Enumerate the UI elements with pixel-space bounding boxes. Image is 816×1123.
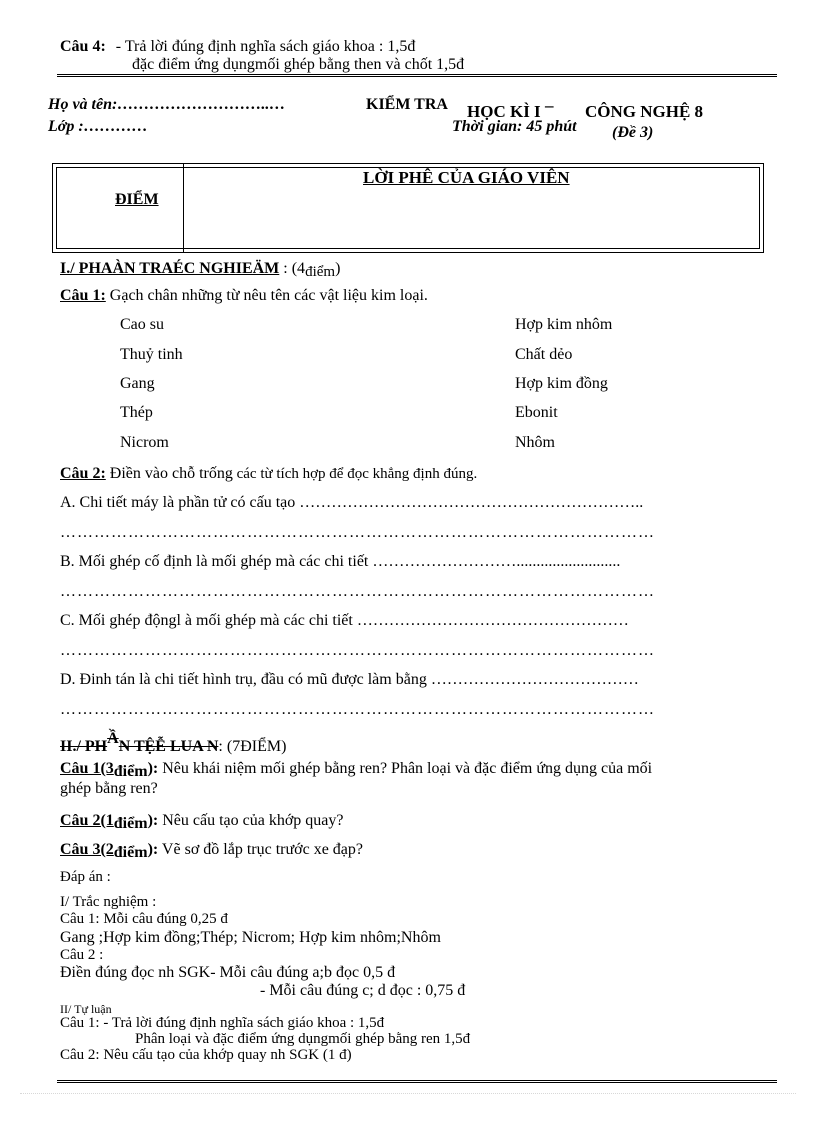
part1-points-sub: điểm <box>305 264 336 280</box>
top-answer-line-1 <box>60 38 415 56</box>
q2-item-d <box>60 671 639 689</box>
subject-title: CÔNG NGHỆ 8 <box>585 102 704 121</box>
answers-q1-title: Câu 1: Mỗi câu đúng 0,25 đ <box>60 911 228 927</box>
part2-q3-label <box>60 841 148 861</box>
q2-item-d-text: D. Đinh tán là chi tiết hình trụ, đầu có mũ được làm bằng <box>60 671 427 688</box>
q1-left-item-5: Nicrom <box>120 434 169 451</box>
top-answer-label: Câu 4: <box>60 38 106 55</box>
q2-fill-line-d: …………………………………………………………………………………………… <box>60 701 655 718</box>
part2-q1-line <box>60 760 652 778</box>
q2-fill-line-b: …………………………………………………………………………………………… <box>60 583 655 600</box>
q2-item-d-dots: ………………………………… <box>430 671 639 688</box>
part2-q2-label-sub: điểm <box>113 815 148 832</box>
part2-heading-line <box>60 730 287 756</box>
part2-heading-b: N TỆỄ LUA N <box>118 738 219 755</box>
q1-left-item-4: Thép <box>120 404 153 421</box>
answers-part2-title: II/ Tự luận <box>60 1002 112 1016</box>
q1-right-item-4: Ebonit <box>515 404 558 421</box>
q2-item-b-text: B. Mối ghép cố định là mối ghép mà các chi tiết <box>60 553 369 570</box>
q1-left-item-1: Cao su <box>120 316 164 333</box>
teacher-comment-label: LỜI PHÊ CỦA GIÁO VIÊN <box>363 168 570 187</box>
exam-dash: – <box>544 96 554 115</box>
top-answer-text-2: đặc điểm ứng dụngmối ghép bằng then và chốt 1,5đ <box>132 56 465 73</box>
q1-right-item-1: Hợp kim nhôm <box>515 316 613 333</box>
part2-points: : (7ĐIỂM) <box>218 738 287 755</box>
q1-left-item-2: Thuỷ tinh <box>120 346 183 363</box>
q2-item-b <box>60 553 620 571</box>
part2-q3-text: Vẽ sơ đồ lắp trục trước xe đạp? <box>158 841 364 858</box>
name-label: Họ và tên: <box>48 96 118 113</box>
q1-right-item-3: Hợp kim đồng <box>515 375 608 392</box>
q1-text: Gạch chân những từ nêu tên các vật liệu kim loại. <box>105 287 428 304</box>
answers-essay-q2-line: Câu 2: Nêu cấu tạo của khớp quay nh SGK (1 đ) <box>60 1047 352 1063</box>
q1-right-item-2: Chất dẻo <box>515 346 573 363</box>
exam-code: (Đề 3) <box>612 124 654 141</box>
class-field <box>48 118 148 136</box>
answers-q2-title: Câu 2 : <box>60 947 104 963</box>
score-label: ĐIỂM <box>115 191 159 208</box>
part2-q2-label <box>60 812 148 832</box>
q1-label: Câu 1: <box>60 287 106 304</box>
q1-right-item-5: Nhôm <box>515 434 555 451</box>
part2-q2-label-text: Câu 2(1 <box>60 812 114 829</box>
answers-title: Đáp án : <box>60 869 111 885</box>
part1-points-suffix: ) <box>335 260 341 277</box>
q2-fill-line-c: …………………………………………………………………………………………… <box>60 642 655 659</box>
part2-q3-label-sub: điểm <box>113 844 148 861</box>
part2-q2-close: ): <box>147 812 159 829</box>
part2-heading-super: Ầ <box>107 730 119 747</box>
part2-q2-line <box>60 812 344 830</box>
q2-item-c-dots: …………………………………………… <box>356 612 629 629</box>
part2-q2-text: Nêu cấu tạo của khớp quay? <box>158 812 344 829</box>
class-dots: ………… <box>83 118 148 135</box>
part2-q1-label-sub: điểm <box>113 763 148 780</box>
answers-q2-line-1: Điền đúng đọc nh SGK- Mỗi câu đúng a;b đọc 0,5 đ <box>60 964 396 981</box>
answers-q2-line-2: - Mỗi câu đúng c; d đọc : 0,75 đ <box>260 982 466 999</box>
part1-heading: I./ PHAÀN TRAÉC NGHIEÄM <box>60 260 280 277</box>
score-box-divider <box>183 164 184 252</box>
part2-q3-label-text: Câu 3(2 <box>60 841 114 858</box>
top-double-rule <box>57 74 777 77</box>
q2-text-a: Điền vào chỗ trống <box>105 465 233 482</box>
answers-essay-q1-line-2: Phân loại và đặc điểm ứng dụngmối ghép bằng ren 1,5đ <box>135 1031 471 1047</box>
q2-item-a-text: A. Chi tiết máy là phần tử có cấu tạo <box>60 494 296 511</box>
q2-item-a <box>60 494 643 512</box>
part2-heading-a: II./ PH <box>60 738 108 755</box>
name-dots: ………………………..… <box>117 96 286 113</box>
q2-item-c-text: C. Mối ghép độngl à mối ghép mà các chi tiết <box>60 612 353 629</box>
part2-q1-label-text: Câu 1(3 <box>60 760 114 777</box>
exam-title: KIỂM TRA <box>366 96 448 113</box>
name-field <box>48 96 285 114</box>
class-label: Lớp : <box>48 118 84 135</box>
part2-q3-line <box>60 841 363 859</box>
q2-item-c <box>60 612 629 630</box>
q1-line <box>60 287 428 305</box>
part2-heading <box>60 730 218 755</box>
q2-fill-line-a: …………………………………………………………………………………………… <box>60 524 655 541</box>
answers-q1-answer: Gang ;Hợp kim đồng;Thép; Nicrom; Hợp kim nhôm;Nhôm <box>60 929 441 946</box>
part1-heading-line <box>60 260 340 278</box>
part2-q3-close: ): <box>147 841 159 858</box>
bottom-double-rule <box>57 1080 777 1083</box>
q2-item-b-dots: ……………………….......................... <box>372 553 621 570</box>
part2-q1-text-2: ghép bằng ren? <box>60 780 158 797</box>
q2-item-a-dots: ……………………………………………………….. <box>299 494 644 511</box>
q2-text-b: các từ tích hợp để đọc khẳng định đúng. <box>232 466 478 482</box>
time-label: Thời gian: 45 phút <box>452 118 577 135</box>
score-comment-box <box>52 163 764 253</box>
page-footer-dotted-line <box>20 1093 796 1094</box>
top-answer-text-1: - Trả lời đúng định nghĩa sách giáo khoa : 1,5đ <box>115 38 416 55</box>
part1-points-prefix: : (4 <box>279 260 306 277</box>
answers-part1-title: I/ Trắc nghiệm : <box>60 894 157 910</box>
part2-q1-close: ): <box>147 760 159 777</box>
q1-left-item-3: Gang <box>120 375 155 392</box>
part2-q1-label <box>60 760 148 780</box>
answers-essay-q1-line-1: Câu 1: - Trả lời đúng định nghĩa sách giáo khoa : 1,5đ <box>60 1015 385 1031</box>
exam-term-text: HỌC KÌ I <box>467 102 541 121</box>
q2-line <box>60 465 477 483</box>
part2-q1-text: Nêu khái niệm mối ghép bằng ren? Phân loại và đặc điểm ứng dụng của mối <box>158 760 653 777</box>
q2-label: Câu 2: <box>60 465 106 482</box>
